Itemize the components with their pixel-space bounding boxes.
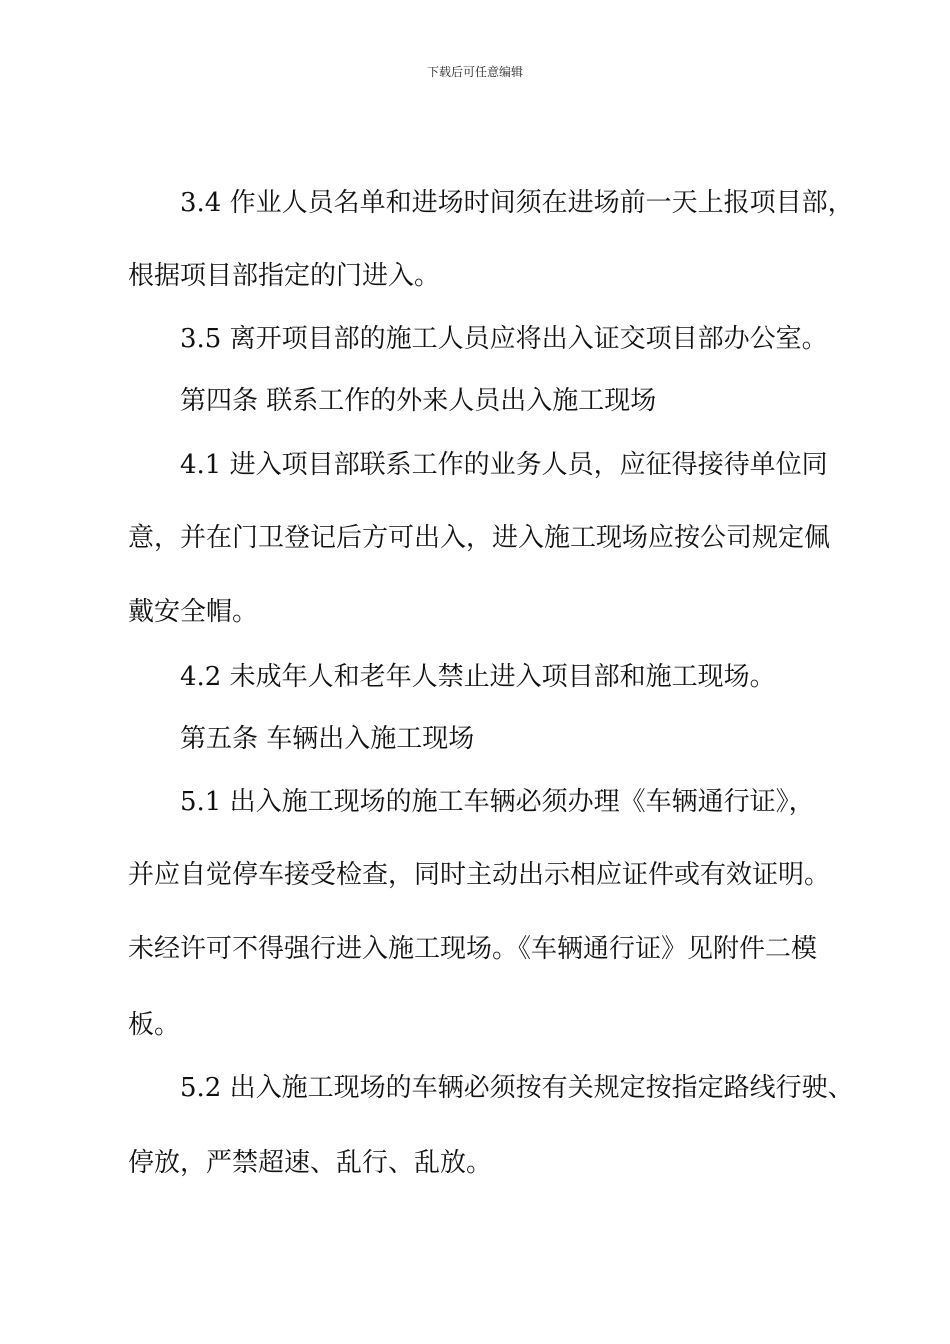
- section-heading: 第四条 联系工作的外来人员出入施工现场: [180, 386, 657, 416]
- paragraph-line: 并应自觉停车接受检查，同时主动出示相应证件或有效证明。: [128, 860, 831, 890]
- paragraph-line: 3.4 作业人员名单和进场时间须在进场前一天上报项目部，: [180, 188, 854, 218]
- paragraph-line: 意，并在门卫登记后方可出入，进入施工现场应按公司规定佩: [128, 523, 831, 553]
- paragraph-line: 4.1 进入项目部联系工作的业务人员，应征得接待单位同: [180, 450, 828, 480]
- paragraph-line: 5.1 出入施工现场的施工车辆必须办理《车辆通行证》，: [180, 787, 815, 817]
- paragraph-line: 未经许可不得强行进入施工现场。《车辆通行证》见附件二模: [128, 934, 818, 964]
- paragraph-line: 4.2 未成年人和老年人禁止进入项目部和施工现场。: [180, 662, 776, 692]
- paragraph-line: 停放，严禁超速、乱行、乱放。: [128, 1148, 493, 1178]
- page-header: 下载后可任意编辑: [426, 65, 523, 79]
- paragraph-line: 戴安全帽。: [128, 597, 259, 627]
- paragraph-line: 根据项目部指定的门进入。: [128, 261, 441, 291]
- paragraph-line: 板。: [128, 1010, 181, 1040]
- paragraph-line: 5.2 出入施工现场的车辆必须按有关规定按指定路线行驶、: [180, 1073, 854, 1103]
- section-heading: 第五条 车辆出入施工现场: [180, 724, 475, 754]
- paragraph-line: 3.5 离开项目部的施工人员应将出入证交项目部办公室。: [180, 324, 828, 354]
